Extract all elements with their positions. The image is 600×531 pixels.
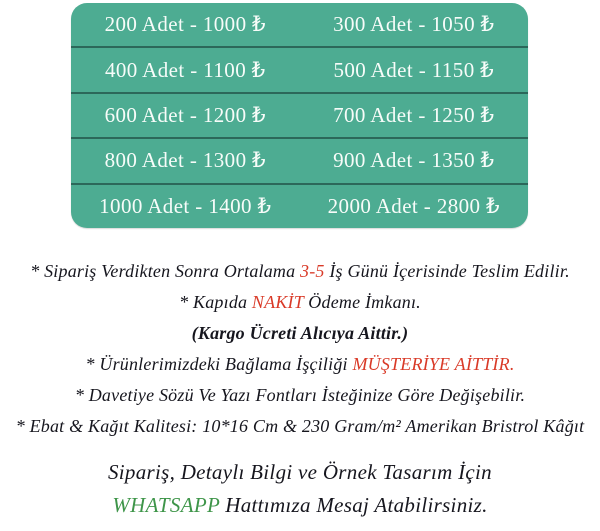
note-line xyxy=(0,411,600,442)
price-cell: 500 Adet - 1150 ₺ xyxy=(333,57,495,82)
footer-line xyxy=(0,489,600,522)
note-text: * Davetiye Sözü Ve Yazı Fontları İsteğinize Göre Değişebilir. xyxy=(74,385,526,405)
note-text: (Kargo Ücreti Alıcıya Aittir.) xyxy=(191,323,409,343)
note-text: * Kapıda xyxy=(179,292,252,312)
red-highlight-text: 3-5 xyxy=(300,261,325,281)
price-cell: 700 Adet - 1250 ₺ xyxy=(333,103,495,128)
note-line xyxy=(0,380,600,411)
price-cell: 200 Adet - 1000 ₺ xyxy=(104,12,266,37)
price-cell: 2000 Adet - 2800 ₺ xyxy=(327,193,500,218)
price-cell: 1000 Adet - 1400 ₺ xyxy=(99,193,272,218)
price-row xyxy=(71,137,528,182)
footer-line xyxy=(0,456,600,489)
notes-section xyxy=(0,256,600,522)
red-highlight-text: NAKİT xyxy=(251,292,304,312)
price-row xyxy=(71,92,528,137)
footer-section xyxy=(0,456,600,522)
price-row xyxy=(71,3,528,46)
note-text: * Sipariş Verdikten Sonra Ortalama xyxy=(30,261,301,281)
price-cell: 900 Adet - 1350 ₺ xyxy=(333,148,495,173)
price-table xyxy=(71,3,528,228)
price-cell: 300 Adet - 1050 ₺ xyxy=(333,12,495,37)
note-line xyxy=(0,287,600,318)
note-line xyxy=(0,256,600,287)
price-cell: 400 Adet - 1100 ₺ xyxy=(104,57,266,82)
price-row xyxy=(71,46,528,91)
price-cell: 800 Adet - 1300 ₺ xyxy=(104,148,266,173)
price-row xyxy=(71,183,528,228)
note-line xyxy=(0,349,600,380)
note-text: Hattımıza Mesaj Atabilirsiniz. xyxy=(219,493,488,517)
note-text: * Ürünlerimizdeki Bağlama İşçiliği xyxy=(85,354,353,374)
note-text: Sipariş, Detaylı Bilgi ve Örnek Tasarım İçin xyxy=(108,460,492,484)
green-highlight-text: WHATSAPP xyxy=(112,493,220,517)
note-text: Ödeme İmkanı. xyxy=(303,292,421,312)
note-line xyxy=(0,318,600,349)
red-highlight-text: MÜŞTERİYE AİTTİR. xyxy=(352,354,515,374)
note-text: İş Günü İçerisinde Teslim Edilir. xyxy=(324,261,570,281)
price-cell: 600 Adet - 1200 ₺ xyxy=(104,103,266,128)
note-text: * Ebat & Kağıt Kalitesi: 10*16 Cm & 230 Gram/m² Amerikan Bristrol Kâğıt xyxy=(15,416,585,436)
